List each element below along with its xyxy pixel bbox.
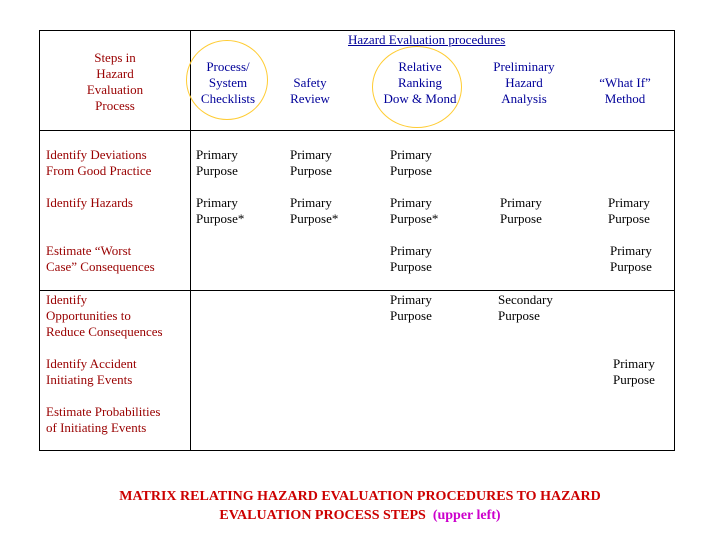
table-divider-header bbox=[39, 130, 675, 131]
table-divider-row bbox=[39, 290, 675, 291]
procedure-header-line: Process/ bbox=[206, 59, 250, 74]
caption-line-2: EVALUATION PROCESS STEPS (upper left) bbox=[219, 508, 501, 523]
table-border-right bbox=[674, 30, 675, 451]
step-line: Reduce Consequences bbox=[46, 324, 163, 339]
step-identify-hazards bbox=[46, 195, 133, 211]
matrix-cell: Primary Purpose bbox=[390, 292, 432, 323]
matrix-cell: Primary Purpose bbox=[608, 195, 650, 226]
matrix-cell: Primary Purpose* bbox=[390, 195, 439, 226]
step-line: Estimate “Worst bbox=[46, 243, 132, 258]
step-estimate-worst-case bbox=[46, 243, 155, 275]
procedure-header-line: Dow & Mond bbox=[383, 91, 457, 106]
step-line: Identify Hazards bbox=[46, 195, 133, 210]
matrix-cell: Secondary Purpose bbox=[498, 292, 553, 323]
procedure-header-line: Analysis bbox=[501, 91, 547, 106]
procedure-header-line: Review bbox=[290, 91, 330, 106]
steps-column-header bbox=[84, 50, 146, 114]
procedure-header-line: Preliminary bbox=[493, 59, 555, 74]
matrix-cell: Primary Purpose bbox=[390, 243, 432, 274]
matrix-cell: Primary Purpose bbox=[610, 243, 652, 274]
procedure-header-line: Safety bbox=[293, 75, 327, 90]
matrix-cell: Primary Purpose bbox=[290, 147, 332, 178]
matrix-cell: Primary Purpose bbox=[196, 147, 238, 178]
step-identify-opportunities bbox=[46, 292, 163, 340]
procedure-header-preliminary-hazard bbox=[484, 59, 564, 107]
procedure-header-relative-ranking bbox=[376, 59, 464, 107]
step-line: From Good Practice bbox=[46, 163, 152, 178]
caption-line-1: MATRIX RELATING HAZARD EVALUATION PROCEDURES TO HAZARD bbox=[119, 489, 601, 504]
step-line: Estimate Probabilities bbox=[46, 404, 161, 419]
step-line: Opportunities to bbox=[46, 308, 131, 323]
matrix-cell: Primary Purpose bbox=[390, 147, 432, 178]
steps-header-line: Hazard bbox=[96, 66, 134, 81]
table-border-top bbox=[39, 30, 675, 31]
step-line: Identify Deviations bbox=[46, 147, 147, 162]
table-border-left bbox=[39, 30, 40, 451]
matrix-cell: Primary Purpose* bbox=[196, 195, 245, 226]
step-identify-deviations bbox=[46, 147, 151, 179]
step-estimate-probabilities bbox=[46, 404, 160, 436]
procedure-header-line: “What If” bbox=[599, 75, 651, 90]
procedure-header-what-if bbox=[590, 75, 660, 107]
step-line: Identify bbox=[46, 292, 88, 307]
caption-highlight: (upper left) bbox=[432, 508, 501, 523]
step-identify-accident-events bbox=[46, 356, 137, 388]
matrix-cell: Primary Purpose bbox=[500, 195, 542, 226]
procedure-header-line: Checklists bbox=[200, 91, 256, 106]
steps-header-line: Steps in bbox=[94, 50, 136, 65]
step-line: Initiating Events bbox=[46, 372, 133, 387]
table-border-bottom bbox=[39, 450, 675, 451]
figure-caption bbox=[0, 487, 720, 525]
procedure-header-line: System bbox=[208, 75, 248, 90]
steps-header-line: Evaluation bbox=[86, 82, 144, 97]
steps-header-line: Process bbox=[95, 98, 135, 113]
step-line: of Initiating Events bbox=[46, 420, 147, 435]
procedure-header-line: Ranking bbox=[397, 75, 443, 90]
procedure-header-checklists bbox=[193, 59, 263, 107]
procedure-header-line: Hazard bbox=[505, 75, 543, 90]
matrix-cell: Primary Purpose* bbox=[290, 195, 339, 226]
step-line: Case” Consequences bbox=[46, 259, 155, 274]
procedure-header-line: Relative bbox=[398, 59, 442, 74]
header-group-title: Hazard Evaluation procedures bbox=[348, 32, 506, 47]
matrix-cell: Primary Purpose bbox=[613, 356, 655, 387]
step-line: Identify Accident bbox=[46, 356, 137, 371]
procedure-header-safety-review bbox=[282, 75, 338, 107]
procedure-header-line: Method bbox=[604, 91, 646, 106]
